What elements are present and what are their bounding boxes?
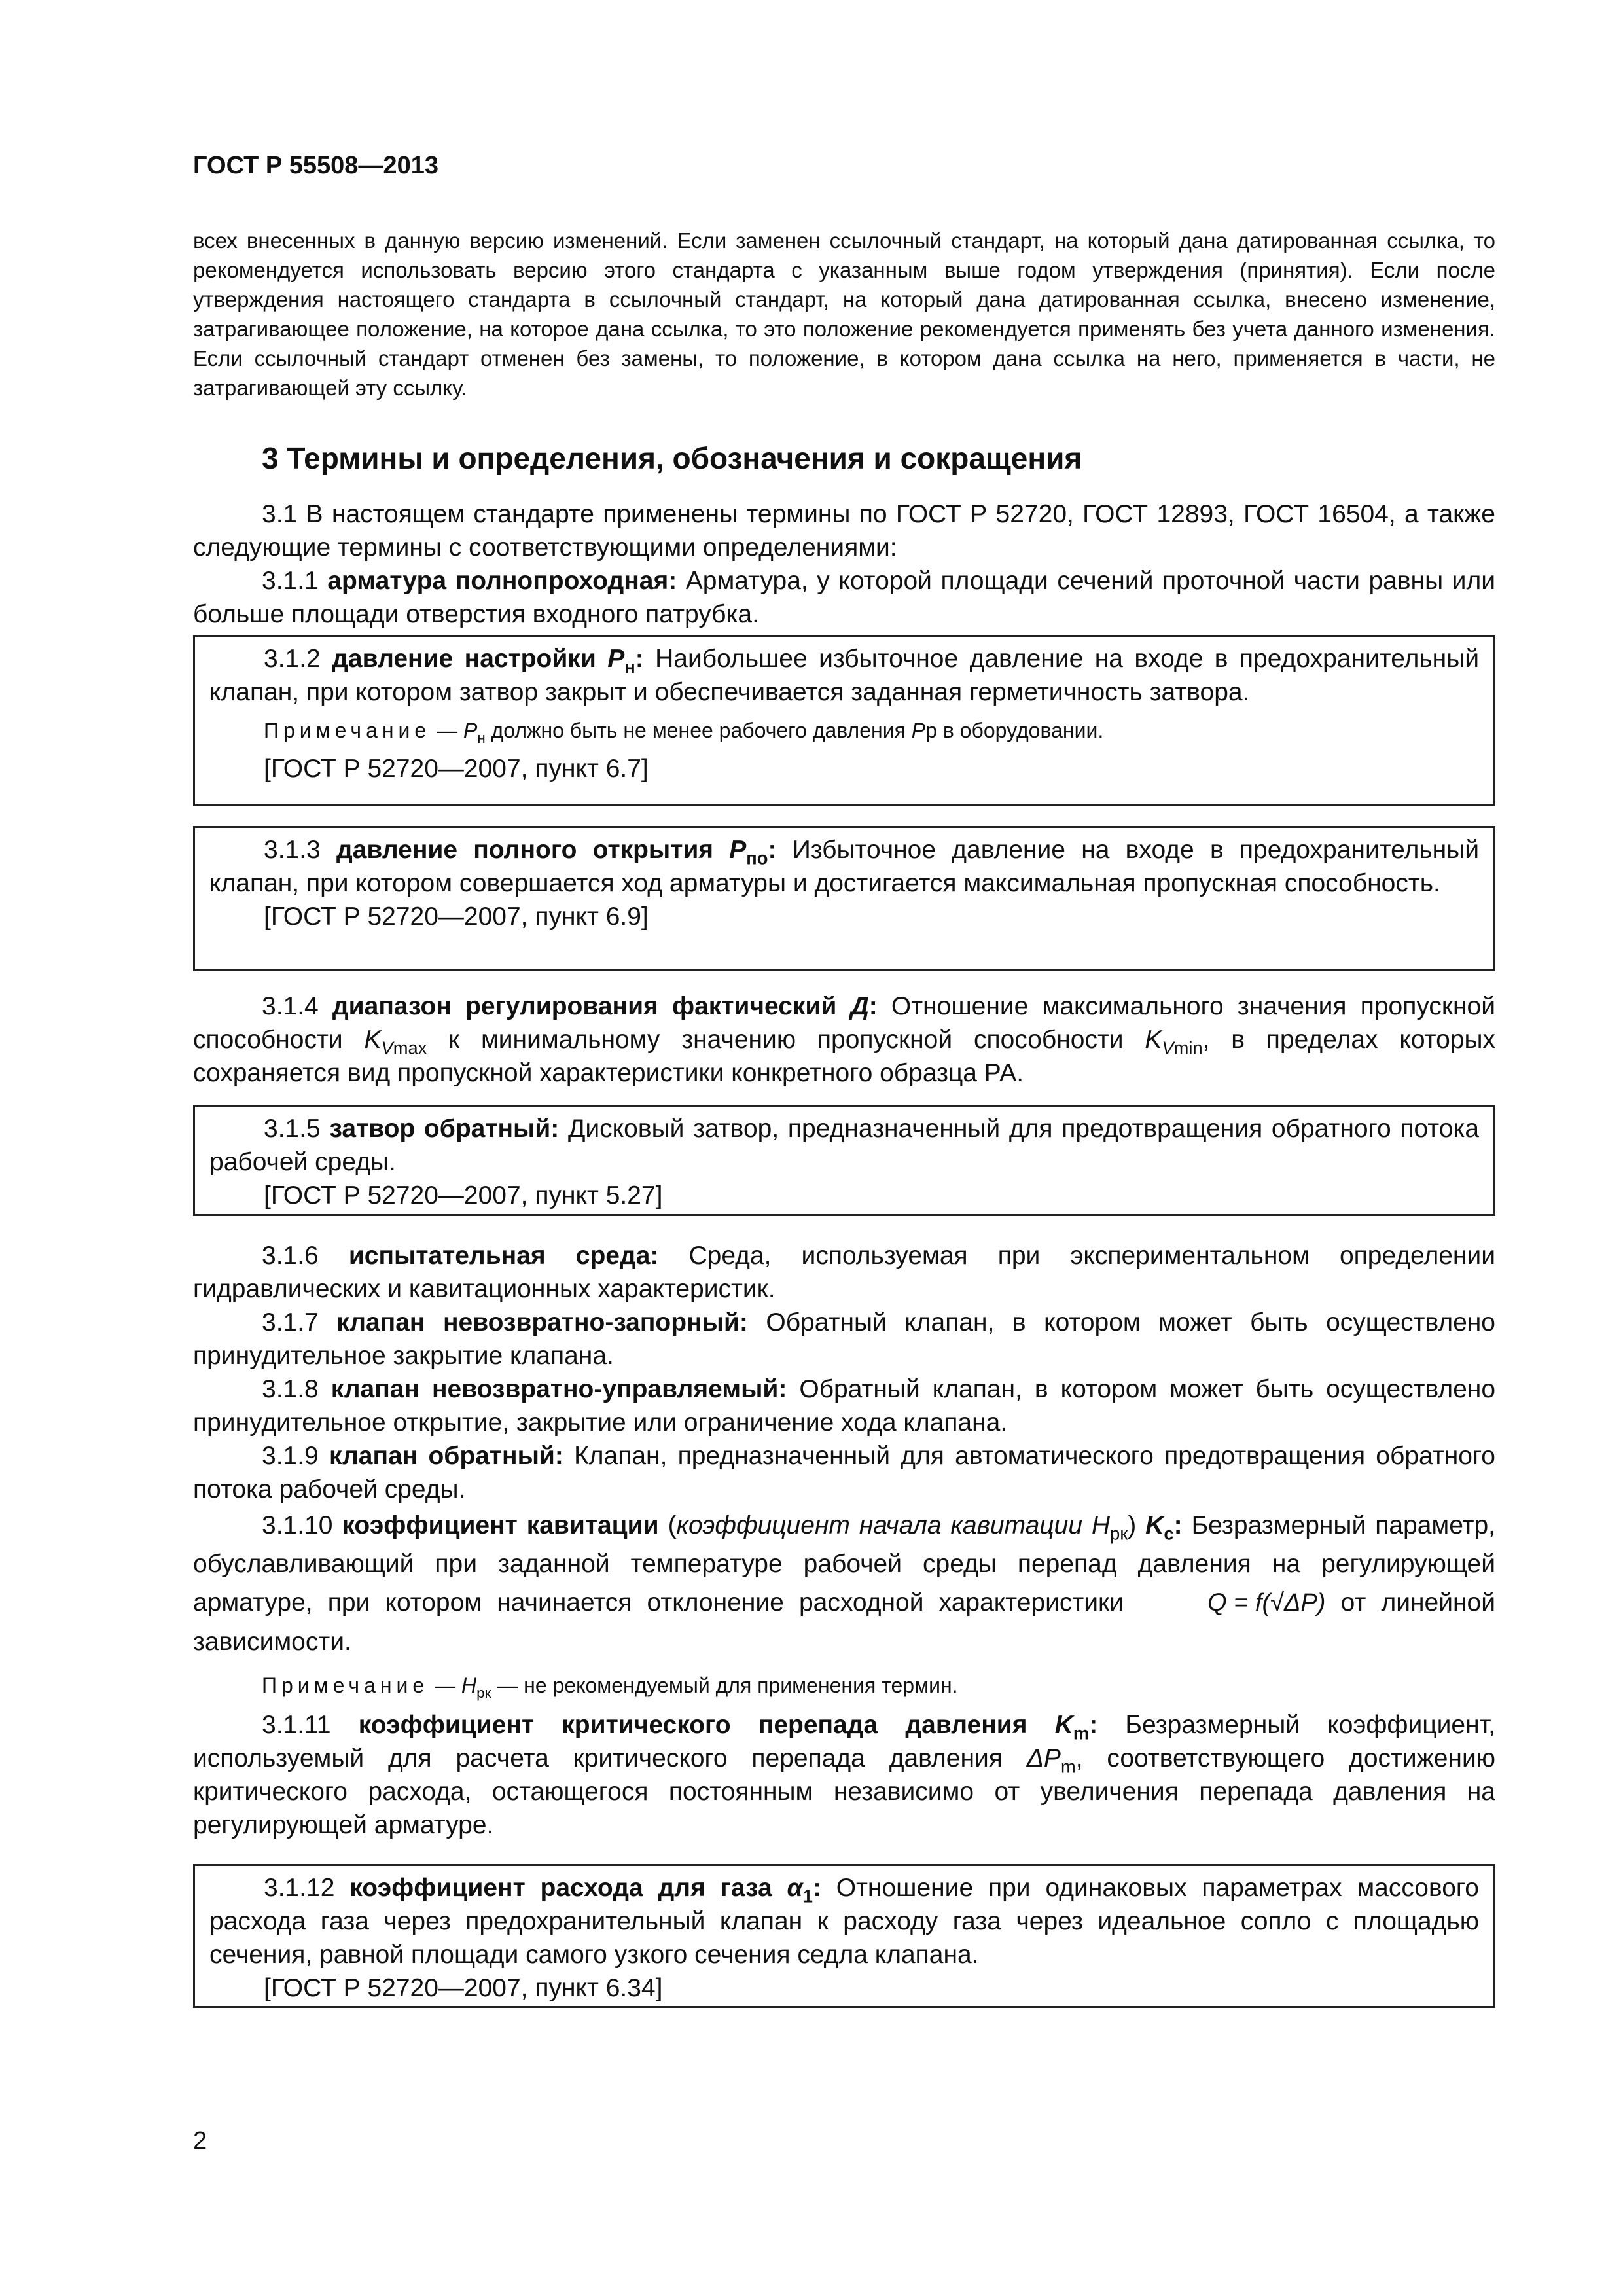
term-3-1-5: 3.1.5 затвор обратный: Дисковый затвор, предназначенный для предотвращения обратного потока рабочей среды.: [209, 1115, 1480, 1176]
note-3-1-2: Примечание — $P_н$ должно быть не менее рабочего давления Pр в оборудовании.: [264, 719, 1104, 746]
term-name: затвор обратный:: [329, 1115, 560, 1143]
term-name: коэффициент критического перепада давления $K_m$:: [358, 1711, 1098, 1744]
term-name: коэффициент расхода для газа $\alpha_1$:: [349, 1874, 821, 1907]
section-title: 3 Термины и определения, обозначения и сокращения: [262, 441, 1082, 475]
term-3-1-2: 3.1.2 давление настройки $P_н$: Наибольшее избыточное давление на входе в предохранительный клапан, при котором затвор закрыт и обеспечивается заданная герметичность затвора.: [209, 645, 1480, 706]
term-name: клапан невозвратно-управляемый:: [330, 1375, 787, 1403]
term-name: коэффициент кавитации: [342, 1511, 659, 1539]
note-label: Примечание: [262, 1674, 429, 1697]
reference-3-1-3: [ГОСТ Р 52720—2007, пункт 6.9]: [264, 903, 649, 931]
term-3-1-1: 3.1.1 арматура полнопроходная: Арматура, у которой площади сечений проточной части равны или больше площади отверстия входного патрубка.: [193, 567, 1496, 628]
terms-intro-block: [193, 497, 1495, 631]
term-3-1-9: 3.1.9 клапан обратный: Клапан, предназначенный для автоматического предотвращения обратного потока рабочей среды.: [193, 1442, 1495, 1503]
term-name: клапан обратный:: [329, 1442, 563, 1470]
intro-paragraph-block: [193, 226, 1495, 403]
term-3-1-10: 3.1.10 коэффициент кавитации (коэффициент начала кавитации $H_{рк}$) $K_c$: Безразмерный параметр, обуславливающий при заданной температуре рабочей среды перепад давления на регулирующей арматуре, при котором начинается отклонение расходной характеристики Q = f(√ΔP) от линейной зависимости.: [193, 1511, 1496, 1656]
flow-formula: Q = f(√ΔP): [1207, 1589, 1326, 1617]
term-3-1-11: 3.1.11 коэффициент критического перепада давления $K_m$: Безразмерный коэффициент, используемый для расчета критического перепада давления $\Delta P_m$, соответствующего достижению критического расхода, остающегося постоянным независимо от увеличения перепада давления на регулирующей арматуре.: [193, 1711, 1496, 1839]
term-name: клапан невозвратно-запорный:: [336, 1308, 748, 1336]
note-3-1-10: Примечание — $H_{рк}$ — не рекомендуемый для применения термин.: [262, 1674, 958, 1701]
term-3-1-6: 3.1.6 испытательная среда: Среда, используемая при экспериментальном определении гидравлических и кавитационных характеристик.: [193, 1242, 1495, 1303]
reference-3-1-5: [ГОСТ Р 52720—2007, пункт 5.27]: [264, 1181, 663, 1210]
term-3-1-4: 3.1.4 диапазон регулирования фактический Д: Отношение максимального значения пропускной способности $K_{Vmax}$ к минимальному значению пропускной способности $K_{Vmin}$, в пределах которых сохраняется вид пропускной характеристики конкретного образца РА.: [193, 992, 1496, 1087]
term-box-3-1-5: [193, 1105, 1495, 1216]
intro-paragraph: всех внесенных в данную версию изменений. Если заменен ссылочный стандарт, на который дана датированная ссылка, то рекомендуется использовать версию этого стандарта с указанным выше годом утверждения (принятия). Если после утверждения настоящего стандарта в ссылочный стандарт, на который дана датированная ссылка, внесено изменение, затрагивающее положение, на которое дана ссылка, то это положение рекомендуется применять без учета данного изменения. Если ссылочный стандарт отменен без замены, то положение, в котором дана ссылка на него, применяется в части, не затрагивающей эту ссылку.: [193, 228, 1495, 400]
reference-3-1-2: [ГОСТ Р 52720—2007, пункт 6.7]: [264, 755, 649, 783]
paragraph-3-1: 3.1 В настоящем стандарте применены термины по ГОСТ Р 52720, ГОСТ 12893, ГОСТ 16504, а также следующие термины с соответствующими определениями:: [193, 500, 1495, 562]
note-label: Примечание: [264, 719, 431, 742]
term-name: диапазон регулирования фактический Д:: [332, 992, 878, 1020]
term-3-1-7: 3.1.7 клапан невозвратно-запорный: Обратный клапан, в котором может быть осуществлено принудительное закрытие клапана.: [193, 1308, 1495, 1370]
term-box-3-1-12: [193, 1864, 1495, 2008]
section-heading-block: [262, 439, 1440, 478]
term-3-1-3: 3.1.3 давление полного открытия $P_{по}$: Избыточное давление на входе в предохранительный клапан, при котором совершается ход арматуры и достигается максимальная пропускная способность.: [209, 836, 1479, 897]
term-name: давление полного открытия $P_{по}$:: [336, 836, 777, 869]
term-3-1-8: 3.1.8 клапан невозвратно-управляемый: Обратный клапан, в котором может быть осуществлено принудительное открытие, закрытие или ограничение хода клапана.: [193, 1375, 1496, 1437]
document-header: ГОСТ Р 55508—2013: [193, 152, 438, 179]
term-name: арматура полнопроходная:: [327, 567, 677, 595]
term-block-3-1-4: [193, 990, 1495, 1090]
page-number: 2: [193, 2127, 207, 2155]
term-name: испытательная среда:: [348, 1242, 659, 1270]
reference-3-1-12: [ГОСТ Р 52720—2007, пункт 6.34]: [264, 1974, 663, 2002]
term-box-3-1-3: [193, 826, 1495, 971]
terms-block-3-1-6-to-3-1-11: [193, 1239, 1495, 1842]
term-3-1-12: 3.1.12 коэффициент расхода для газа $\alpha_1$: Отношение при одинаковых параметрах массового расхода газа через предохранительный клапан к расходу газа через идеальное сопло с площадью сечения, равной площади самого узкого сечения седла клапана.: [209, 1874, 1479, 1969]
term-box-3-1-2: [193, 635, 1495, 806]
term-name: давление настройки $P_н$:: [332, 645, 644, 677]
